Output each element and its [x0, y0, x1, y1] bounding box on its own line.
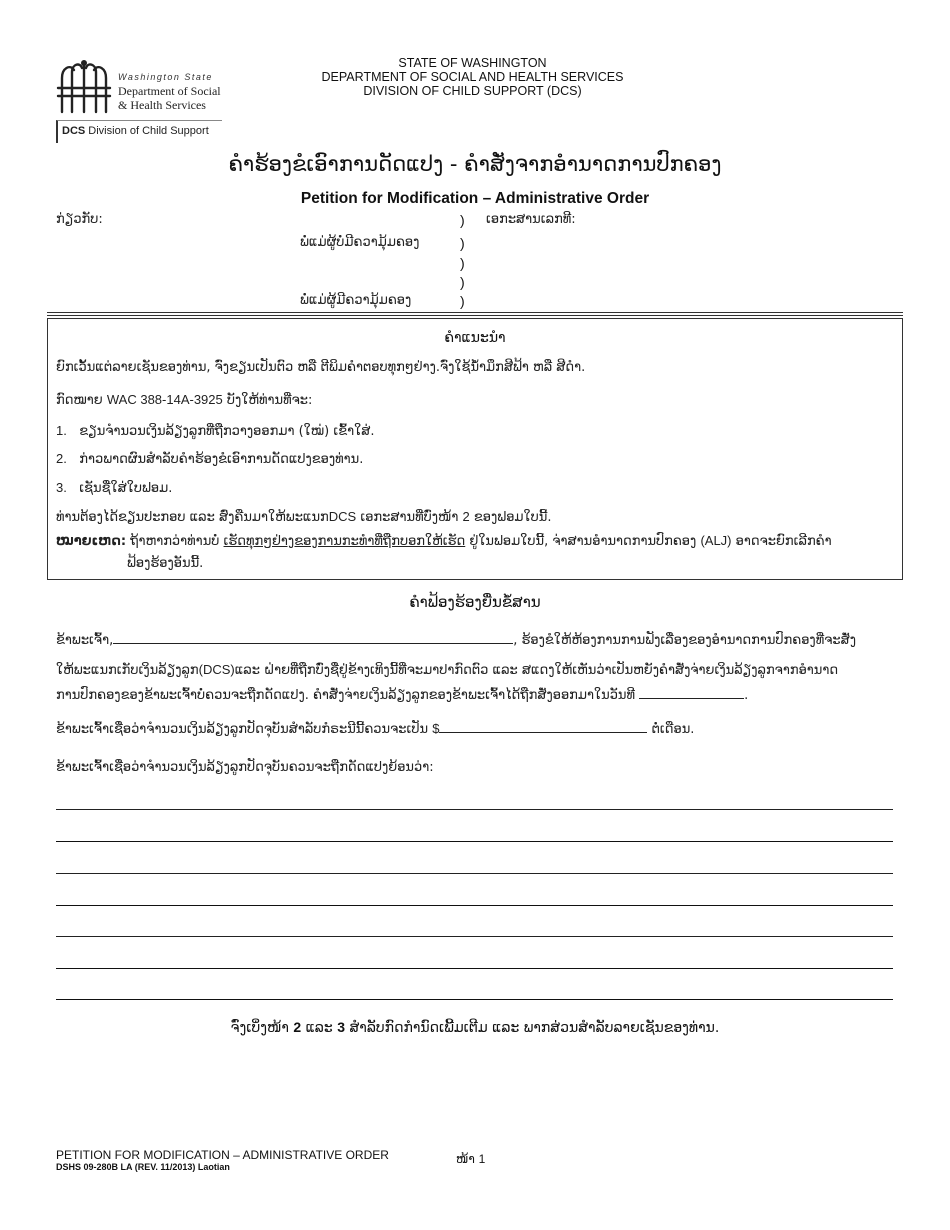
- caption-paren: ): [460, 255, 465, 271]
- logo-dept-text: Department of Social & Health Services: [118, 84, 221, 112]
- reason-writing-line[interactable]: [56, 873, 893, 874]
- custodial-parent-label: ພໍ່ແມ່ຜູ້ມີຄວາມຸ້ມຄອງ: [300, 293, 412, 308]
- document-number-label: ເອກະສານເລກທີ:: [486, 212, 576, 227]
- petitioner-name-field[interactable]: [113, 643, 513, 644]
- monthly-support-amount-field[interactable]: [439, 732, 647, 733]
- footer-page-number: ໜ້າ 1: [456, 1152, 486, 1166]
- noncustodial-parent-label: ພໍ່ແມ່ຜູ້ບໍ່ມີຄວາມຸ້ມຄອງ: [300, 235, 420, 250]
- caption-paren: ): [460, 293, 465, 309]
- instructions-note: ໝາຍເຫດ: ຖ້າຫາກວ່າທ່ານບໍ່ ເຮັດທຸກໆຢ່າງຂອງການກະທຳທີ່ຖືກບອກໃຫ້ເຮັດ ຢູ່ໃນຟອມໃບນີ້, ຈ່າສານອຳນາດການປົກຄອງ (ALJ) ອາດຈະຍົກເລີກຄຳ: [56, 533, 832, 549]
- instructions-item-2: 2. ກ່າວພາດຜົນສຳລັບຄຳຮ້ອງຂໍເອົາການດັດແປງຂອງທ່ານ.: [56, 451, 364, 467]
- logo-dcs-line: DCS Division of Child Support: [56, 120, 222, 143]
- caption-paren: ): [460, 212, 465, 228]
- reason-writing-line[interactable]: [56, 999, 893, 1000]
- instructions-heading: ຄຳແນະນຳ: [444, 330, 506, 346]
- petition-paragraph-5: ຂ້າພະເຈົ້າເຊື່ອວ່າຈຳນວນເງິນລ້ຽງລູກປັດຈຸບັນຄວນຈະຖືກດັດແປງຍ້ອນວ່າ:: [56, 760, 434, 775]
- caption-paren: ): [460, 235, 465, 251]
- instructions-note-line-2: ຟ້ອງຮ້ອງອັນນີ້.: [127, 556, 204, 571]
- instructions-return: ທ່ານຕ້ອງໄດ້ຂຽນປະກອບ ແລະ ສົ່ງຄືນມາໃຫ້ພະແນກDCS ເອກະສານທີ່ບົ່ງໜ້າ 2 ຂອງຟອມໃບນີ້.: [56, 509, 552, 525]
- page-title-lao: ຄຳຮ້ອງຂໍເອົາການດັດແປງ - ຄຳສັ່ງຈາກອຳນາດການປົກຄອງ: [228, 152, 722, 176]
- instructions-law: ກົດໝາຍ WAC 388-14A-3925 ບັງໃຫ້ທ່ານທີ່ຈະ:: [56, 392, 313, 408]
- footer-form-code: DSHS 09-280B LA (REV. 11/2013) Laotian: [56, 1162, 230, 1172]
- caption-paren: ): [460, 274, 465, 290]
- petition-heading: ຄຳຟ້ອງຮ້ອງຍື່ນຂໍ້ສານ: [409, 593, 541, 611]
- reason-writing-line[interactable]: [56, 905, 893, 906]
- agency-header: STATE OF WASHINGTON DEPARTMENT OF SOCIAL AND HEALTH SERVICES DIVISION OF CHILD SUPPORT (DCS): [321, 56, 624, 98]
- instructions-item-3: 3. ເຊັນຊື່ໃສ່ໃບຟອມ.: [56, 480, 173, 496]
- order-date-field[interactable]: [639, 698, 744, 699]
- instructions-line-1: ຍົກເວັ້ນແຕ່ລາຍເຊັນຂອງທ່ານ, ຈົ່ງຂຽນເປັນຕົວ ຫລື ຕີພິມຄຳຕອບທຸກໆຢ່າງ.ຈົ່ງໃຊ້ນ້ຳມຶກສີຟ້າ ຫລື ສີດຳ.: [56, 360, 586, 375]
- petition-paragraph-2: ໃຫ້ພະແນກເກັບເງິນລ້ຽງລູກ(DCS)ແລະ ຝ່າຍທີ່ຖືກບົ່ງຊື່ຢູ່ຂ້າງເທິງນີ້ທີ່ຈະມາປາກົດຕົວ ແລະ ສແດງໃຫ້ເຫັນວ່າເປັນຫຍັງຄຳສັ່ງຈ່າຍເງິນລ້ຽງລູກຈາກອຳນາດ: [56, 662, 839, 678]
- logo-state-text: Washington State: [118, 72, 213, 82]
- footer-form-title: PETITION FOR MODIFICATION – ADMINISTRATIVE ORDER: [56, 1148, 389, 1162]
- reason-writing-line[interactable]: [56, 968, 893, 969]
- reason-writing-line[interactable]: [56, 841, 893, 842]
- petition-paragraph-3: ການປົກຄອງຂອງຂ້າພະເຈົ້າບໍ່ຄວນຈະຖືກດັດແປງ. ຄຳສັ່ງຈ່າຍເງິນລ້ຽງລູກຂອງຂ້າພະເຈົ້າໄດ້ຖືກສັ່ງອອກມາໃນວັນທີ .: [56, 688, 749, 703]
- dshs-logo: [56, 56, 226, 142]
- page-title-english: Petition for Modification – Administrative Order: [300, 190, 650, 207]
- reason-writing-line[interactable]: [56, 936, 893, 937]
- reason-writing-line[interactable]: [56, 809, 893, 810]
- petition-paragraph-4: ຂ້າພະເຈົ້າເຊື່ອວ່າຈຳນວນເງິນລ້ຽງລູກປັດຈຸບັນສຳລັບກໍຣະນີນີ້ຄວນຈະເປັນ $ ຕໍ່ເດືອນ.: [56, 721, 695, 737]
- instructions-item-1: 1. ຂຽນຈຳນວນເງິນລ້ຽງລູກທີ່ຖືກວາງອອກມາ (ໃໝ່) ເຂົ້າໃສ່.: [56, 423, 375, 439]
- caption-divider: [47, 312, 903, 313]
- petition-paragraph-1: ຂ້າພະເຈົ້າ, , ຮ້ອງຂໍໃຫ້ຫ້ອງການການຟັງເລື່ອງຂອງອຳນາດການປົກຄອງທີ່ຈະສັ່ງ: [56, 633, 857, 648]
- see-pages-note: ຈົ່ງເບິ່ງໜ້າ 2 ແລະ 3 ສຳລັບກົດກຳນົດເພີ້ມເຕີມ ແລະ ພາກສ່ວນສຳລັບລາຍເຊັນຂອງທ່ານ.: [230, 1019, 720, 1036]
- caption-divider: [47, 315, 903, 316]
- dshs-seal-icon: [56, 58, 112, 114]
- caption-re-label: ກ່ຽວກັບ:: [56, 212, 103, 227]
